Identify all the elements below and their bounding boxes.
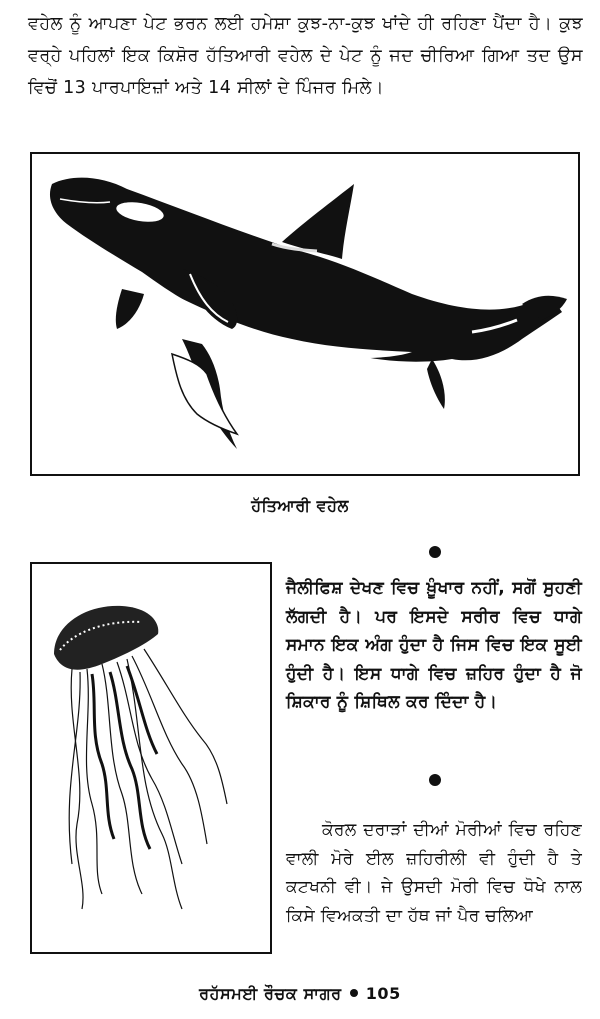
page-footer: [0, 984, 600, 1004]
bullet-point: [429, 546, 441, 558]
jellyfish-drawing: [32, 564, 270, 952]
jellyfish-illustration: [30, 562, 272, 954]
eel-paragraph: ਕੋਰਲ ਦਰਾੜਾਂ ਦੀਆਂ ਮੋਰੀਆਂ ਵਿਚ ਰਹਿਣ ਵਾਲੀ ਮੋਰੇ ਈਲ ਜ਼ਹਿਰੀਲੀ ਵੀ ਹੁੰਦੀ ਹੈ ਤੇ ਕਟਖਨੀ ਵੀ। ਜੇ ਉਸਦੀ ਮੋਰੀ ਵਿਚ ਧੋਖੇ ਨਾਲ ਕਿਸੇ ਵਿਅਕਤੀ ਦਾ ਹੱਥ ਜਾਂ ਪੈਰ ਚਲਿਆ: [286, 820, 582, 926]
orca-caption: ਹੱਤਿਆਰੀ ਵਹੇਲ: [251, 496, 349, 515]
footer-bullet: [350, 989, 358, 997]
page-number: 105: [365, 984, 401, 1003]
book-title: ਰਹੱਸਮਈ ਰੌਚਕ ਸਾਗਰ: [199, 984, 342, 1003]
orca-illustration: [30, 152, 580, 476]
jellyfish-paragraph: ਜੈਲੀਫਿਸ਼ ਦੇਖਣ ਵਿਚ ਖ਼ੂੰਖਾਰ ਨਹੀਂ, ਸਗੋਂ ਸੁਹਣੀ ਲੱਗਦੀ ਹੈ। ਪਰ ਇਸਦੇ ਸਰੀਰ ਵਿਚ ਧਾਗੇ ਸਮਾਨ ਇਕ ਅੰਗ ਹੁੰਦਾ ਹੈ ਜਿਸ ਵਿਚ ਇਕ ਸੂਈ ਹੁੰਦੀ ਹੈ। ਇਸ ਧਾਗੇ ਵਿਚ ਜ਼ਹਿਰ ਹੁੰਦਾ ਹੈ ਜੋ ਸ਼ਿਕਾਰ ਨੂੰ ਸ਼ਿਥਿਲ ਕਰ ਦਿੰਦਾ ਹੈ।: [286, 578, 582, 712]
intro-paragraph: ਵਹੇਲ ਨੂੰ ਆਪਣਾ ਪੇਟ ਭਰਨ ਲਈ ਹਮੇਸ਼ਾ ਕੁਝ-ਨਾ-ਕੁਝ ਖਾਂਦੇ ਹੀ ਰਹਿਣਾ ਪੈਂਦਾ ਹੈ। ਕੁਝ ਵਰ੍ਹੇ ਪਹਿਲਾਂ ਇਕ ਕਿਸ਼ੋਰ ਹੱਤਿਆਰੀ ਵਹੇਲ ਦੇ ਪੇਟ ਨੂੰ ਜਦ ਚੀਰਿਆ ਗਿਆ ਤਦ ਉਸ ਵਿਚੋਂ 13 ਪਾਰਪਾਇਜ਼ਾਂ ਅਤੇ 14 ਸੀਲਾਂ ਦੇ ਪਿੰਜਰ ਮਿਲੇ।: [28, 14, 583, 98]
orca-drawing: [32, 154, 578, 474]
bullet-point: [429, 774, 441, 786]
